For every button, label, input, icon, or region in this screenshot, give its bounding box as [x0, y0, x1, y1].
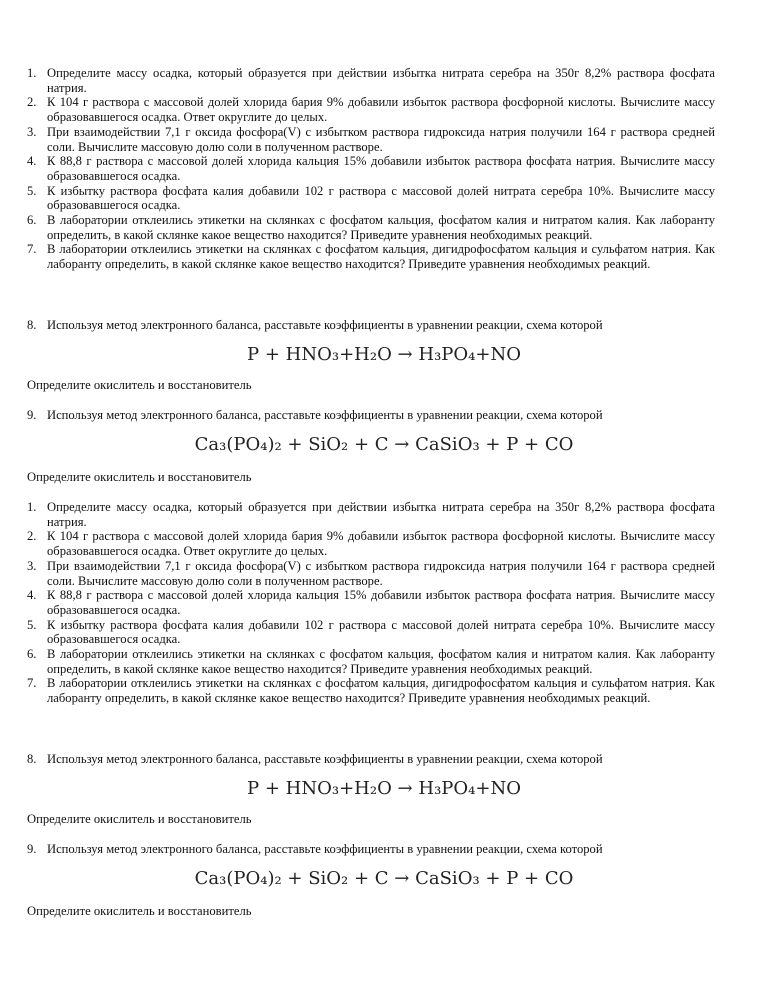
task-6: 6. В лаборатории отклеились этикетки на склянках с фосфатом кальция, фосфатом калия и нитратом калия. Как лаборанту определить, в какой склянке какое вещество находится? Приведите уравнения необходимых реакций.: [27, 647, 715, 676]
task-3: 3. При взаимодействии 7,1 г оксида фосфора(V) с избытком раствора гидроксида натрия получили 164 г раствора средней соли. Вычислите массовую долю соли в полученном растворе.: [27, 558, 715, 588]
task-8: 8. Используя метод электронного баланса, расставьте коэффициенты в уравнении реакции, схема которой: [27, 752, 603, 766]
task-1: 1. Определите массу осадка, который образуется при действии избытка нитрата серебра на 350г 8,2% раствора фосфата натрия.: [27, 66, 715, 95]
equation-8: P + HNO₃+H₂O → H₃PO₄+NO: [247, 778, 521, 799]
task-9: 9. Используя метод электронного баланса, расставьте коэффициенты в уравнении реакции, схема которой: [27, 842, 603, 856]
task-4: 4. К 88,8 г раствора с массовой долей хлорида кальция 15% добавили избыток раствора фосфата натрия. Вычислите массу образовавшегося осадка.: [27, 154, 715, 183]
equation-9: Ca₃(PO₄)₂ + SiO₂ + C → CaSiO₃ + P + CO: [194, 868, 574, 889]
task-5: 5. К избытку раствора фосфата калия добавили 102 г раствора с массовой долей нитрата серебра 10%. Вычислите массу образовавшегося осадка.: [27, 617, 715, 647]
task-9-question: Определите окислитель и восстановитель: [27, 904, 252, 918]
task-1: 1. Определите массу осадка, который образуется при действии избытка нитрата серебра на 350г 8,2% раствора фосфата натрия.: [27, 500, 715, 529]
task-2: 2. К 104 г раствора с массовой долей хлорида бария 9% добавили избыток раствора фосфорной кислоты. Вычислите массу образовавшегося осадка. Ответ округлите до целых.: [27, 529, 715, 559]
equation-8: P + HNO₃+H₂O → H₃PO₄+NO: [247, 344, 521, 365]
task-9-question: Определите окислитель и восстановитель: [27, 470, 252, 484]
task-8-question: Определите окислитель и восстановитель: [27, 812, 252, 826]
task-6: 6. В лаборатории отклеились этикетки на склянках с фосфатом кальция, фосфатом калия и нитратом калия. Как лаборанту определить, в какой склянке какое вещество находится? Приведите уравнения необходимых реакций.: [27, 213, 715, 242]
task-3: 3. При взаимодействии 7,1 г оксида фосфора(V) с избытком раствора гидроксида натрия получили 164 г раствора средней соли. Вычислите массовую долю соли в полученном растворе.: [27, 124, 715, 154]
task-9: 9. Используя метод электронного баланса, расставьте коэффициенты в уравнении реакции, схема которой: [27, 408, 603, 422]
equation-9: Ca₃(PO₄)₂ + SiO₂ + C → CaSiO₃ + P + CO: [194, 434, 574, 455]
task-8-question: Определите окислитель и восстановитель: [27, 378, 252, 392]
task-list-copy-2: [27, 500, 715, 706]
task-5: 5. К избытку раствора фосфата калия добавили 102 г раствора с массовой долей нитрата серебра 10%. Вычислите массу образовавшегося осадка.: [27, 183, 715, 213]
task-4: 4. К 88,8 г раствора с массовой долей хлорида кальция 15% добавили избыток раствора фосфата натрия. Вычислите массу образовавшегося осадка.: [27, 588, 715, 617]
task-2: 2. К 104 г раствора с массовой долей хлорида бария 9% добавили избыток раствора фосфорной кислоты. Вычислите массу образовавшегося осадка. Ответ округлите до целых.: [27, 95, 715, 125]
task-8: 8. Используя метод электронного баланса, расставьте коэффициенты в уравнении реакции, схема которой: [27, 318, 603, 332]
task-7: 7. В лаборатории отклеились этикетки на склянках с фосфатом кальция, дигидрофосфатом кальция и сульфатом натрия. Как лаборанту определить, в какой склянке какое вещество находится? Приведите уравнения необходимых реакций.: [27, 242, 715, 272]
task-list-copy-1: [27, 66, 715, 272]
task-7: 7. В лаборатории отклеились этикетки на склянках с фосфатом кальция, дигидрофосфатом кальция и сульфатом натрия. Как лаборанту определить, в какой склянке какое вещество находится? Приведите уравнения необходимых реакций.: [27, 676, 715, 706]
